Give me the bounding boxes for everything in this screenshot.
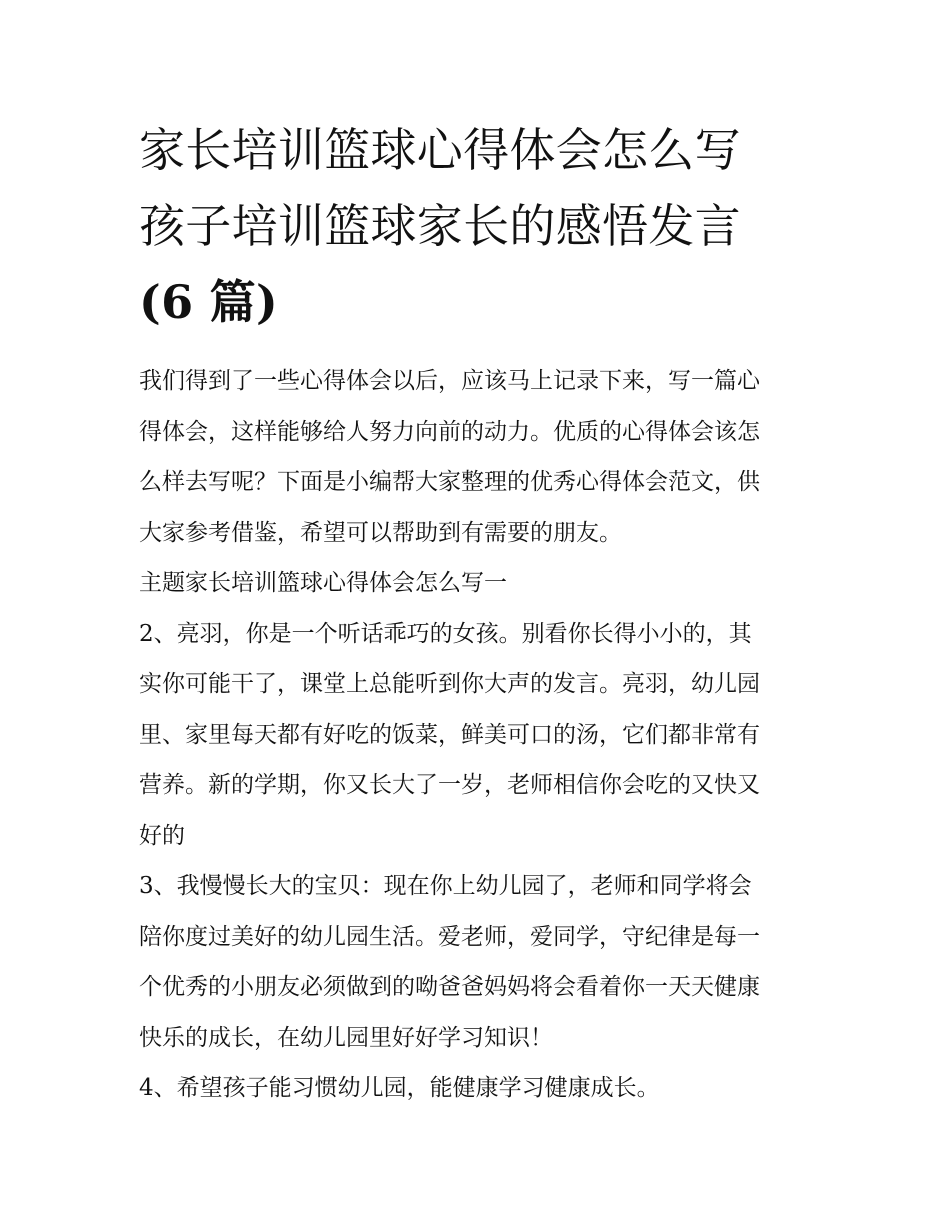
item-3-paragraph xyxy=(139,861,819,1063)
document-title xyxy=(139,112,819,340)
item-4-paragraph xyxy=(139,1063,819,1114)
paragraph-line: 我们得到了一些心得体会以后，应该马上记录下来，写一篇心 xyxy=(139,368,760,394)
paragraph-line: 个优秀的小朋友必须做到的呦爸爸妈妈将会看着你一天天健康 xyxy=(139,974,760,1000)
section-heading xyxy=(139,558,819,609)
paragraph-line: 么样去写呢？下面是小编帮大家整理的优秀心得体会范文，供 xyxy=(139,469,760,495)
paragraph-line: 快乐的成长，在幼儿园里好好学习知识！ xyxy=(139,1024,553,1051)
title-line-2: 孩子培训篮球家长的感悟发言 xyxy=(139,199,741,253)
item-2-paragraph xyxy=(139,609,819,862)
paragraph-line: 2、亮羽，你是一个听话乖巧的女孩。别看你长得小小的，其 xyxy=(139,620,752,647)
paragraph-line: 大家参考借鉴，希望可以帮助到有需要的朋友。 xyxy=(139,519,622,546)
paragraph-line: 4、希望孩子能习惯幼儿园，能健康学习健康成长。 xyxy=(139,1075,660,1101)
title-line-1: 家长培训篮球心得体会怎么写 xyxy=(139,123,741,177)
title-line-3: (6 篇) xyxy=(139,275,279,329)
paragraph-line: 3、我慢慢长大的宝贝：现在你上幼儿园了，老师和同学将会 xyxy=(139,873,752,899)
paragraph-line: 陪你度过美好的幼儿园生活。爱老师，爱同学，守纪律是每一 xyxy=(139,923,760,950)
paragraph-line: 好的 xyxy=(139,822,185,849)
paragraph-line: 得体会，这样能够给人努力向前的动力。优质的心得体会该怎 xyxy=(139,418,760,445)
document-body xyxy=(139,356,819,1114)
paragraph-line: 营养。新的学期，你又长大了一岁，老师相信你会吃的又快又 xyxy=(139,772,760,798)
paragraph-line: 里、家里每天都有好吃的饭菜，鲜美可口的汤，它们都非常有 xyxy=(139,721,760,748)
intro-paragraph xyxy=(139,356,819,558)
paragraph-line: 主题家长培训篮球心得体会怎么写一 xyxy=(139,570,507,596)
paragraph-line: 实你可能干了，课堂上总能听到你大声的发言。亮羽，幼儿园 xyxy=(139,671,760,697)
document-content xyxy=(139,112,819,1114)
